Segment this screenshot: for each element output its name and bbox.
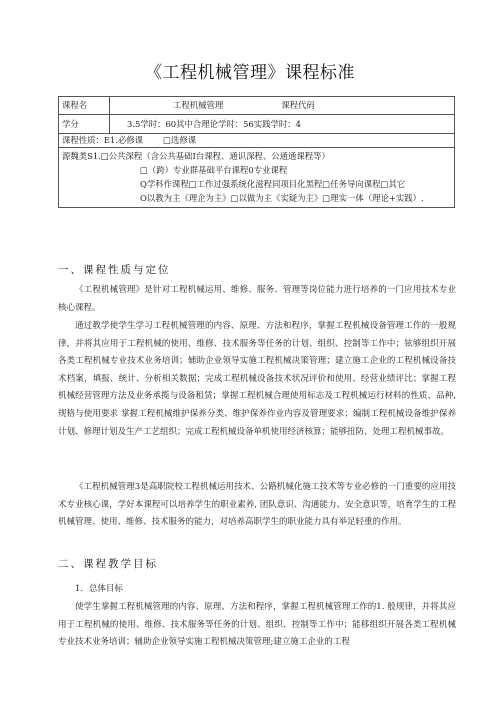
course-name-cell (110, 97, 455, 115)
source-line-2: □（跨）专业群基础平台课程0专业课程 (140, 165, 288, 175)
course-source-cell (59, 148, 455, 208)
credit-value (110, 115, 455, 134)
nature-required-option: E1.必修课 (103, 135, 144, 145)
section-2-paragraph-1: 使学生掌握工程机械管理的内容、原理、方法和程序，掌握工程机械管理工作的1. 般规律，并将其应用于工程机械的使用、维修、技术服务等任务的计划、组织、控制等工作中；能移组织开展各类工程机械专业技术业务培训；辅助企业领导实施工程机械决策管理;建立施工企业的工程 (58, 602, 456, 648)
section-2-heading: 二、课程教学目标 (58, 558, 158, 570)
nature-row (59, 134, 455, 148)
document-title: 《工程机械管理》课程标准 (145, 63, 355, 83)
section-1-paragraph-1: 《工程机械管理》是针对工程机械运用、维修、服务、管理等岗位能力进行培养的一门应用技术专业核心课程。 (58, 285, 456, 313)
course-code-label: 课程代码 (281, 100, 315, 110)
credit-label: 学分 (59, 115, 110, 134)
source-row (59, 148, 455, 208)
section-2-subheading: 1．总体目标 (75, 584, 123, 594)
section-1-paragraph-3: 《工程机械管理3是高职院校工程机械运用技术、公路机械化施工技术等专业必修的一门重要的应用技术专业核心课，学好本课程可以培养学生的职业素养, 团队意识、沟通能力、安全意识等，培育学生的工程机械管理、使用、维修、技术服务的能力，对培养高职学生的职业能力具有举足轻重的作用。 (58, 482, 456, 528)
source-line-3: Q学科作课程□工作过强系统化滋程同项目化黑程□任务导向课程□其它 (140, 179, 406, 189)
credit-hours-text: 3.5学时：60其中合理论学时：56实践学时：4 (127, 119, 301, 129)
course-info-table (58, 96, 455, 208)
source-line-1: 源魏类S1.□公共深程（含公共基础I台课程、通识深程、公通通课程等） (62, 151, 330, 161)
course-name-label: 课程名 (59, 97, 110, 115)
nature-elective-option: □选修课 (163, 135, 197, 145)
section-1-paragraph-2: 通过教学使学生学习工程机械管理的内容、原理、方法和程序，掌握工程机械设备管理工作的一般规律，并将其应用于工程机械的使用、维修、技术服务等任务的计划、组织、控制等工作中；铉够组织开展各类工程机械专业技术业务培训；辅助企业领导实施工程机械决策管理；建立施工企业的工程机械设备技术档案，填报、统计、分析相关数据；完成工程机械设备技术状况评价和使用、经营业绩评比；掌握工程机械经营管理方法及业务承揽与设备租赁；掌握工程机械合理使用标志及工程机械运行材料的性质、品种, 规格与使用要求 掌握工程机械维护保养分类、维护保养作业内容及管理要求；编制工程机械设备维护保养计划、修理计划及生产工艺组织；完成工程机械设备单机使用经济核算；能够扭防、处理工程机械事故。 (58, 321, 456, 437)
course-name-value: 工程机械管理 (173, 100, 224, 110)
nature-label: 课程性质： (62, 135, 104, 145)
credit-row (59, 115, 455, 134)
section-1-heading: 一、课程性质与定位 (58, 264, 171, 276)
course-nature-cell (59, 134, 455, 148)
course-name-row (59, 97, 455, 115)
source-line-4: O以教为主《理企为主》□以做为主《实疑为主》□理实一体（理论+实践）. (140, 193, 424, 203)
